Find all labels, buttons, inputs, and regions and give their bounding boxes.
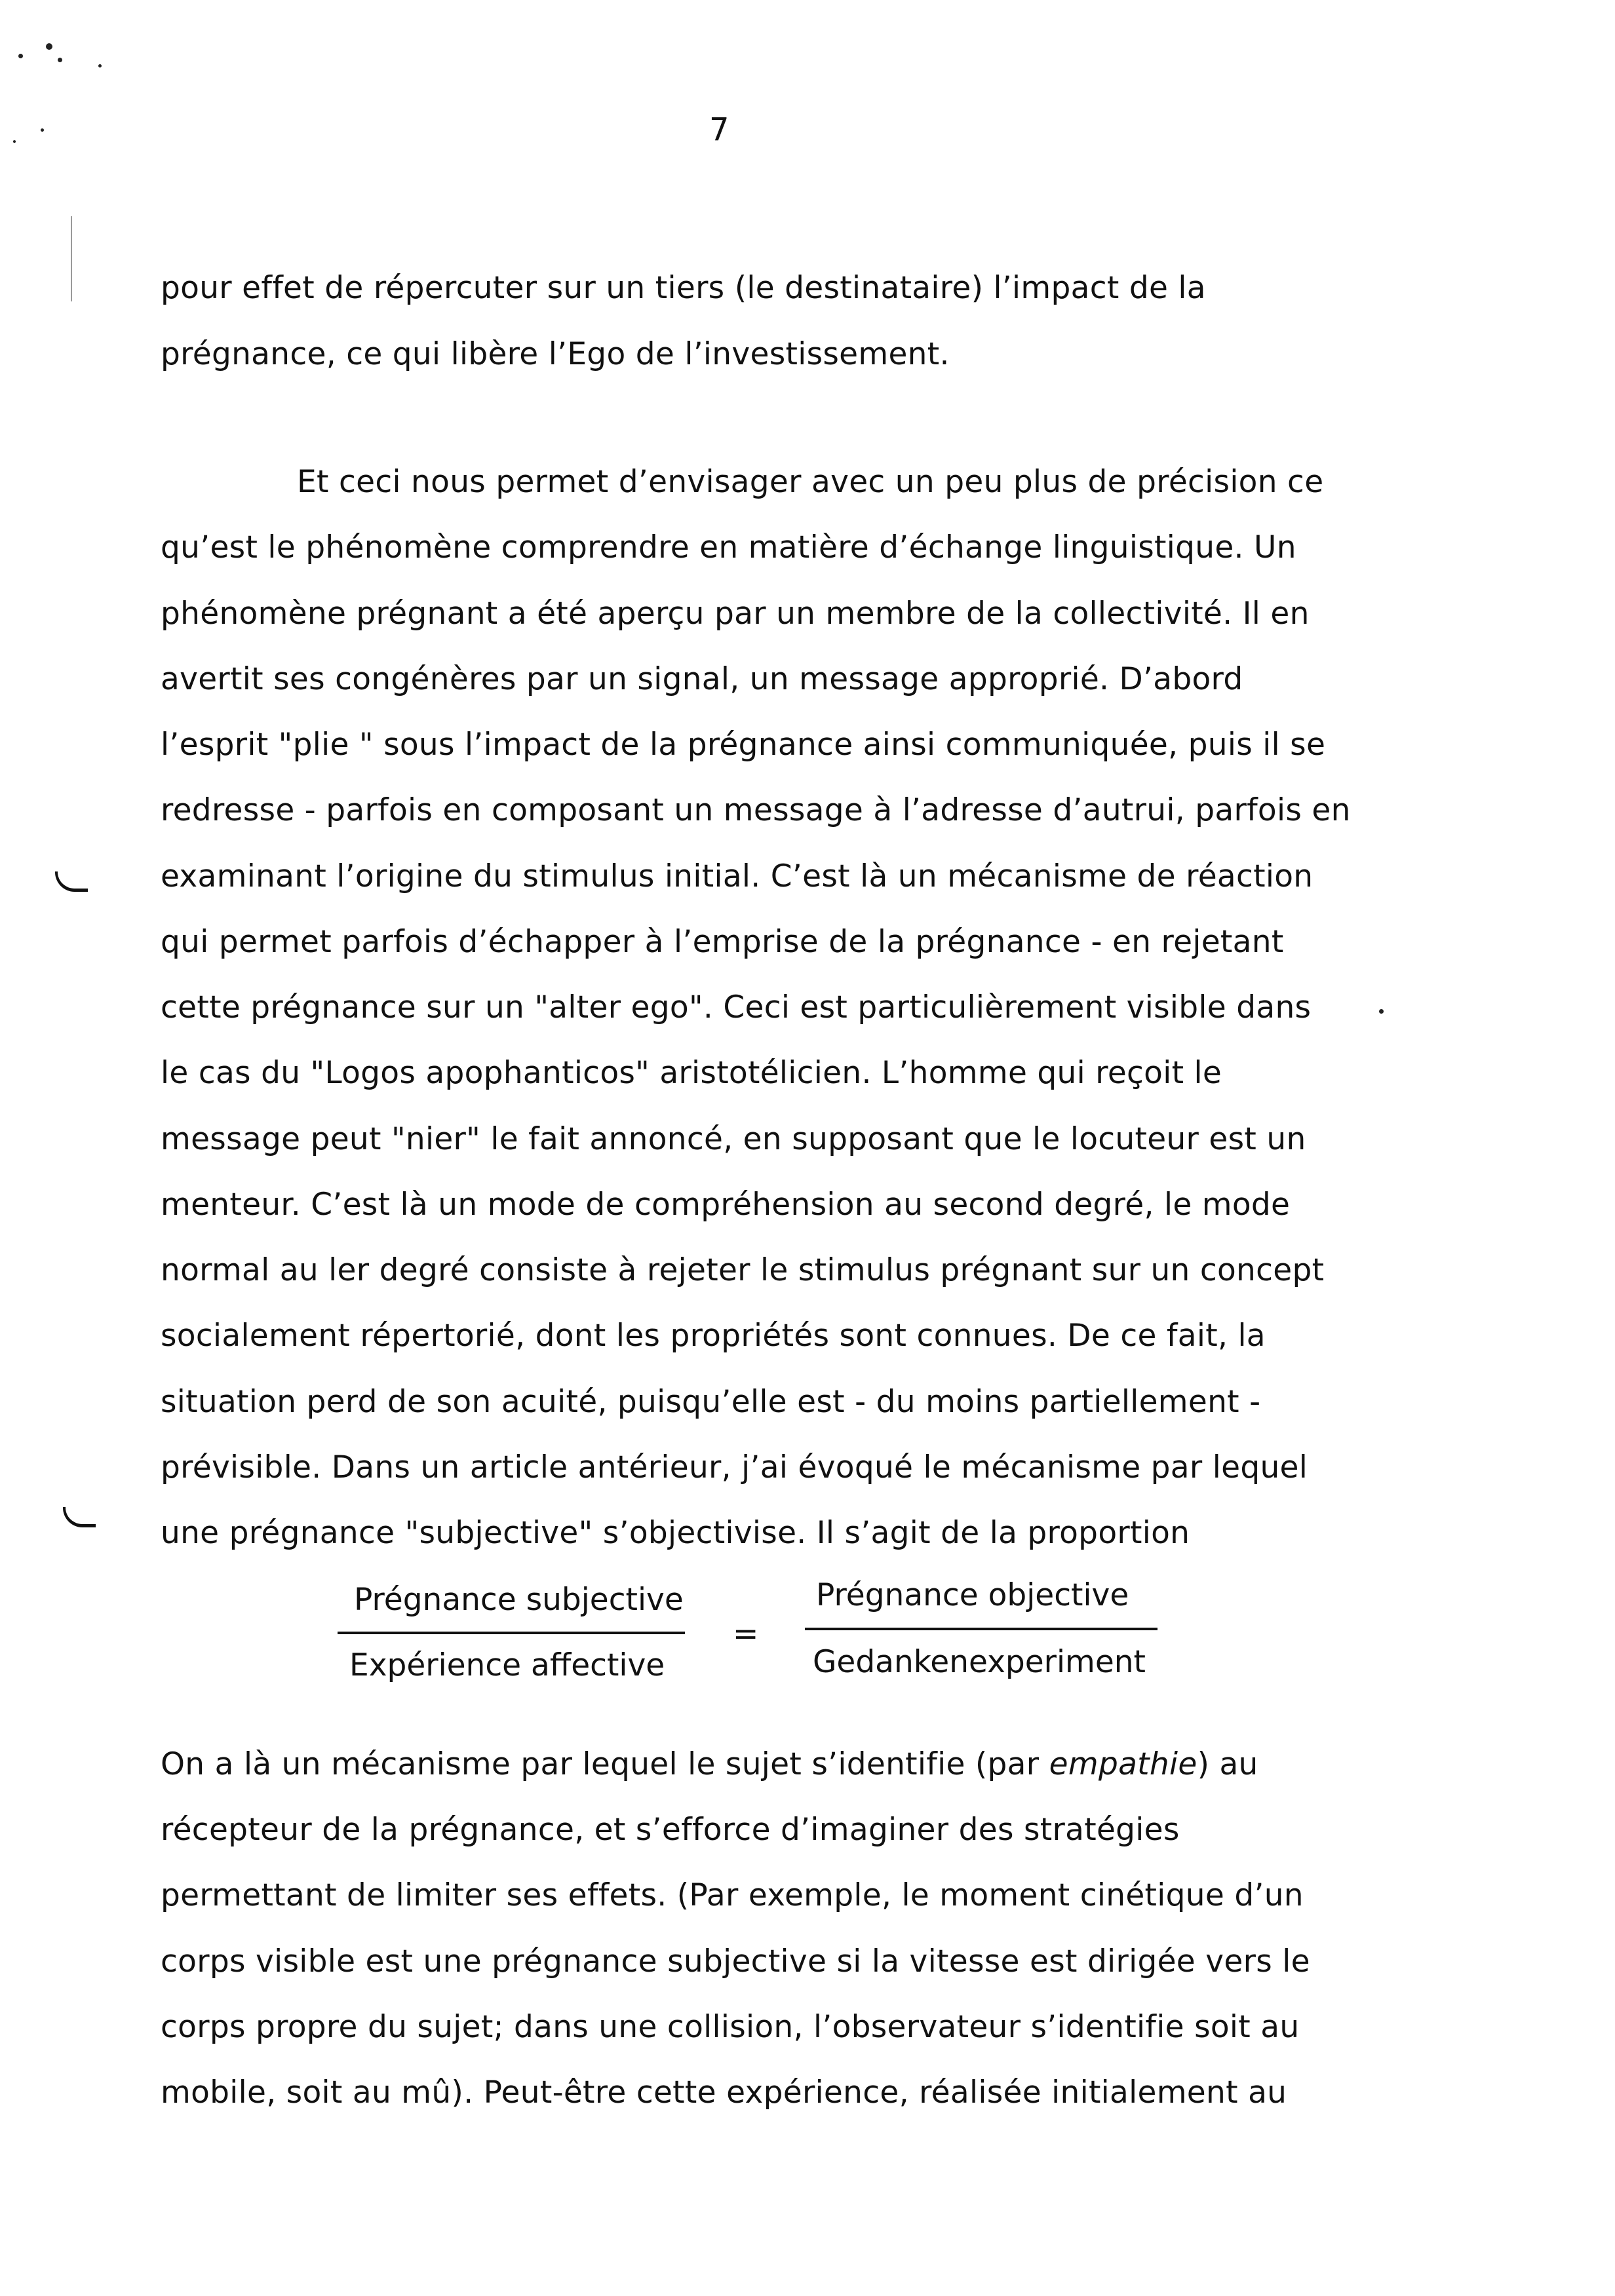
text-line: normal au ler degré consiste à rejeter le stimulus prégnant sur un concept	[161, 1252, 1325, 1288]
margin-line	[71, 216, 72, 301]
text-line	[161, 1745, 1258, 1784]
text-line: corps visible est une prégnance subjective si la vitesse est dirigée vers le	[161, 1943, 1310, 1980]
left-fraction-bar	[338, 1632, 685, 1634]
margin-hook-mark	[63, 1507, 96, 1527]
text-line: situation perd de son acuité, puisqu’elle est - du moins partiellement -	[161, 1384, 1261, 1420]
text-line: qu’est le phénomène comprendre en matière d’échange linguistique. Un	[161, 529, 1296, 565]
text-line: cette prégnance sur un "alter ego". Ceci est particulièrement visible dans	[161, 989, 1312, 1025]
text-line: prévisible. Dans un article antérieur, j’ai évoqué le mécanisme par lequel	[161, 1449, 1308, 1485]
text-line: l’esprit "plie " sous l’impact de la prégnance ainsi communiquée, puis il se	[161, 727, 1326, 763]
text-line: menteur. C’est là un mode de compréhension au second degré, le mode	[161, 1187, 1291, 1223]
text-line: phénomène prégnant a été aperçu par un membre de la collectivité. Il en	[161, 596, 1310, 632]
equals-sign: =	[733, 1616, 759, 1652]
text-line: pour effet de répercuter sur un tiers (le destinataire) l’impact de la	[161, 270, 1206, 306]
margin-hook-mark	[55, 871, 88, 892]
text-line: corps propre du sujet; dans une collision, l’observateur s’identifie soit au	[161, 2009, 1300, 2045]
right-denominator: Gedankenexperiment	[813, 1644, 1146, 1680]
scan-speck	[98, 64, 102, 67]
text-line: redresse - parfois en composant un message à l’adresse d’autrui, parfois en	[161, 792, 1351, 828]
text-line: le cas du "Logos apophanticos" aristotélicien. L’homme qui reçoit le	[161, 1055, 1222, 1091]
right-fraction-bar	[805, 1628, 1158, 1630]
emphasis-empathie: empathie	[1049, 1746, 1197, 1782]
scan-speck	[1379, 1009, 1384, 1014]
text-line: récepteur de la prégnance, et s’efforce d’imaginer des stratégies	[161, 1812, 1180, 1848]
left-denominator: Expérience affective	[349, 1647, 665, 1683]
right-numerator: Prégnance objective	[816, 1577, 1129, 1613]
text-line: Et ceci nous permet d’envisager avec un peu plus de précision ce	[297, 464, 1324, 500]
scan-speck	[13, 140, 16, 143]
text-line: examinant l’origine du stimulus initial. C’est là un mécanisme de réaction	[161, 858, 1313, 894]
scan-speck	[46, 43, 52, 50]
text-line: mobile, soit au mû). Peut-être cette expérience, réalisée initialement au	[161, 2075, 1287, 2111]
text-line: qui permet parfois d’échapper à l’emprise de la prégnance - en rejetant	[161, 924, 1284, 960]
page-number: 7	[709, 111, 730, 148]
text-line: message peut "nier" le fait annoncé, en supposant que le locuteur est un	[161, 1121, 1306, 1157]
text-line: prégnance, ce qui libère l’Ego de l’investissement.	[161, 336, 950, 372]
text-line: une prégnance "subjective" s’objectivise. Il s’agit de la proportion	[161, 1515, 1190, 1551]
scan-speck	[58, 58, 62, 62]
text-run: ) au	[1197, 1746, 1258, 1782]
scan-speck	[18, 54, 23, 58]
text-line: socialement répertorié, dont les propriétés sont connues. De ce fait, la	[161, 1318, 1266, 1354]
text-line: permettant de limiter ses effets. (Par exemple, le moment cinétique d’un	[161, 1877, 1304, 1913]
text-run: On a là un mécanisme par lequel le sujet s’identifie (par	[161, 1746, 1049, 1782]
left-numerator: Prégnance subjective	[354, 1582, 684, 1618]
scan-speck	[41, 128, 44, 132]
text-line: avertit ses congénères par un signal, un message approprié. D’abord	[161, 661, 1243, 697]
